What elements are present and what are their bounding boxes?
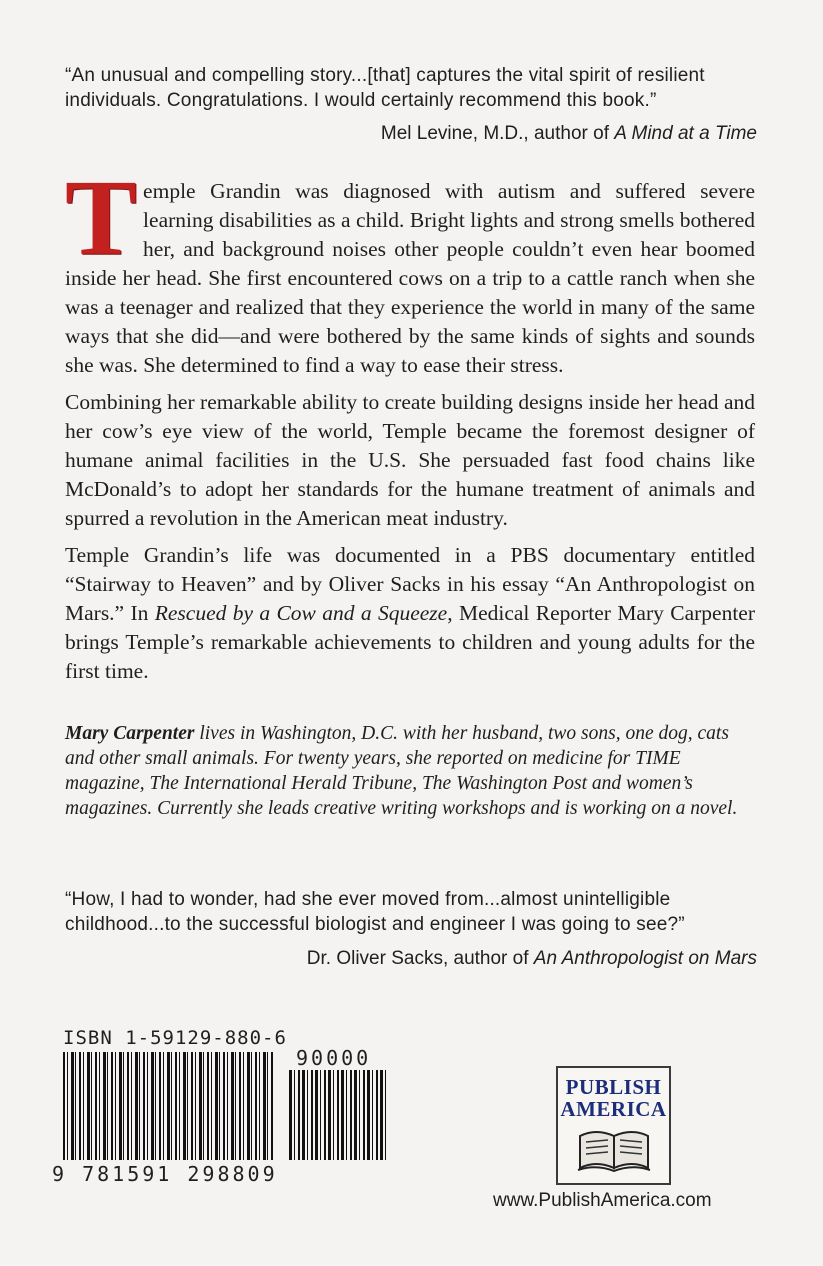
top-quote-attribution [381,121,757,146]
paragraph-1-text: emple Grandin was diagnosed with autism and suffered severe learning disabilities as a child. Bright lights and strong smells bothered her, and background noises other people couldn’t even hear boomed inside her head. She first encountered cows on a trip to a cattle ranch when she was a teenager and realized that they experience the world in many of the same ways that she did—and were bothered by the same kinds of sights and sounds she was. She determined to find a way to ease their stress. [65,179,755,377]
book-title: Rescued by a Cow and a Squeeze [154,601,448,625]
author-bio [65,721,755,821]
author-name: Mary Carpenter [65,723,195,744]
author-bio-text: lives in Washington, D.C. with her husband, two sons, one dog, cats and other small animals. For twenty years, she reported on medicine for TIME magazine, The International Herald Tribune, The Washington Post and women’s magazines. Currently she leads creative writing workshops and is working on a novel. [65,723,738,819]
publisher-url: www.PublishAmerica.com [493,1190,712,1211]
attribution-title: An Anthropologist on Mars [533,948,757,969]
logo-line-1: PUBLISH [565,1075,662,1099]
ean-number: 9 781591 298809 [52,1162,278,1186]
logo-line-2: AMERICA [560,1097,667,1121]
drop-cap: T [65,159,138,278]
paragraph-3 [65,541,755,686]
paragraph-3-text-b: , Medical Reporter Mary Carpenter brings Temple’s remarkable achievements to children and young adults for the first time. [65,601,756,683]
open-book-icon [574,1124,654,1176]
bottom-quote-text: “How, I had to wonder, had she ever moved from...almost unintelligible childhood...to the successful biologist and engineer I was going to see?” [65,889,685,935]
addon-barcode [289,1070,386,1160]
paragraph-2-text: Combining her remarkable ability to create building designs inside her head and her cow’s eye view of the world, Temple became the foremost designer of humane animal facilities in the U.S. She persuaded fast food chains like McDonald’s to adopt her standards for the humane treatment of animals and spurred a revolution in the American meat industry. [65,390,755,530]
paragraph-3-text-a: Temple Grandin’s life was documented in a PBS documentary entitled “Stairway to Heaven” and by Oliver Sacks in his essay “An Anthropologist on Mars.” In [65,543,755,625]
paragraph-1 [65,159,755,380]
top-quote [65,63,757,113]
isbn-label: ISBN 1-59129-880-6 [63,1027,287,1049]
ean-barcode [63,1052,273,1160]
attribution-prefix: Dr. Oliver Sacks, author of [306,948,534,969]
bottom-quote [65,887,757,937]
price-addon-number: 90000 [296,1046,372,1070]
top-quote-text: “An unusual and compelling story...[that] captures the vital spirit of resilient individuals. Congratulations. I would certainly recommend this book.” [65,65,705,111]
paragraph-2 [65,388,755,533]
attribution-title: A Mind at a Time [614,123,757,144]
bottom-quote-attribution [307,946,757,971]
attribution-prefix: Mel Levine, M.D., author of [380,123,615,144]
publisher-logo [556,1066,671,1185]
